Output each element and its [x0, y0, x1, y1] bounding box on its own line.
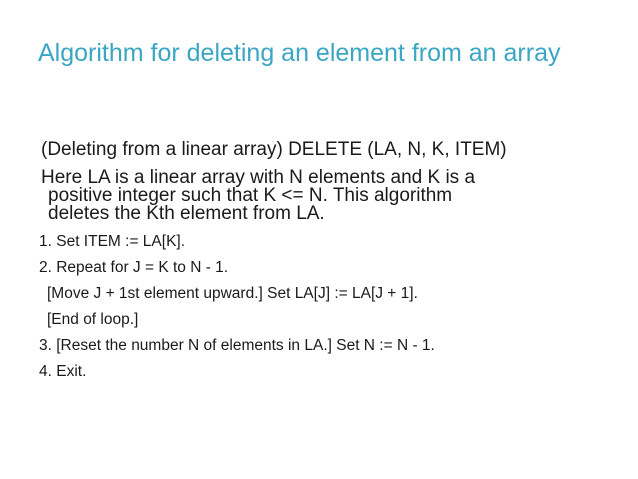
algorithm-heading: (Deleting from a linear array) DELETE (LA, N, K, ITEM) — [41, 139, 507, 160]
intro-line-2: positive integer such that K <= N. This algorithm — [48, 185, 453, 206]
step-3: 3. [Reset the number N of elements in LA.] Set N := N - 1. — [39, 337, 435, 354]
step-2: 2. Repeat for J = K to N - 1. — [39, 259, 229, 276]
step-2-body: [Move J + 1st element upward.] Set LA[J] := LA[J + 1]. — [47, 285, 418, 302]
step-4: 4. Exit. — [39, 363, 87, 380]
step-1: 1. Set ITEM := LA[K]. — [39, 233, 186, 250]
slide-title: Algorithm for deleting an element from an array — [38, 39, 561, 67]
intro-line-1: Here LA is a linear array with N elements and K is a — [41, 167, 476, 188]
intro-line-3: deletes the Kth element from LA. — [48, 203, 325, 224]
step-2-end: [End of loop.] — [47, 311, 139, 328]
